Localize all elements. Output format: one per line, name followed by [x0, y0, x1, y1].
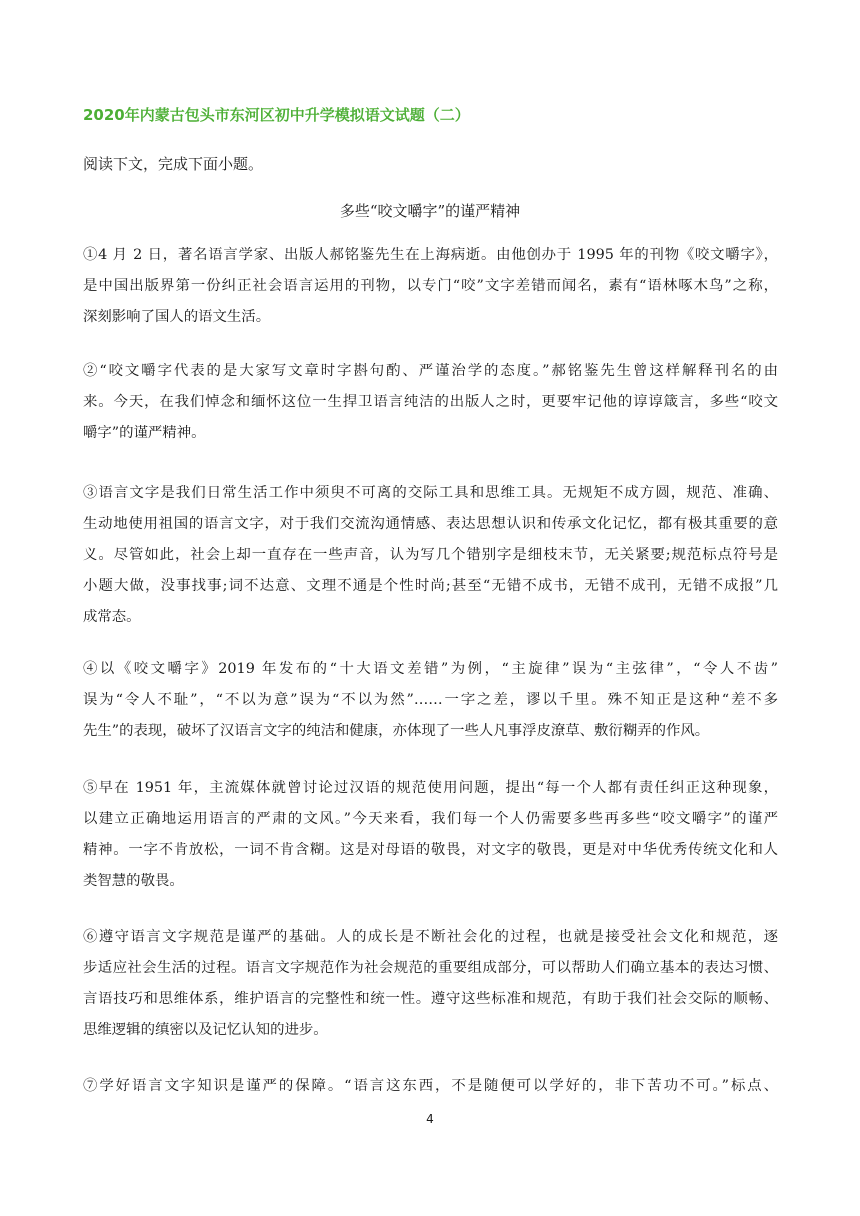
paragraph-line: 类智慧的敬畏。 [83, 873, 184, 889]
paragraph-3 [83, 478, 778, 633]
paragraph-line: ④以《咬文嚼字》2019 年发布的“十大语文差错”为例，“主旋律”误为“主弦律”，“令人不齿” [83, 661, 778, 677]
page-number: 4 [426, 1112, 434, 1126]
paragraph-line: 言语技巧和思维体系，维护语言的完整性和统一性。遵守这些标准和规范，有助于我们社会交际的顺畅、 [83, 991, 778, 1007]
paragraph-1 [83, 240, 778, 333]
paragraph-line: 思维逻辑的缜密以及记忆认知的进步。 [83, 1022, 328, 1038]
paragraph-line: 小题大做，没事找事;词不达意、文理不通是个性时尚;甚至“无错不成书，无错不成刊，无错不成报”几 [83, 578, 778, 594]
document-title: 2020年内蒙古包头市东河区初中升学模拟语文试题（二） [83, 106, 470, 124]
paragraph-line: ①4 月 2 日，著名语言学家、出版人郝铭鉴先生在上海病逝。由他创办于 1995 年的刊物《咬文嚼字》， [83, 247, 778, 263]
paragraph-line: ⑥遵守语言文字规范是谨严的基础。人的成长是不断社会化的过程，也就是接受社会文化和规范，逐 [83, 929, 778, 945]
paragraph-line: 义。尽管如此，社会上却一直存在一些声音，认为写几个错别字是细枝末节，无关紧要;规范标点符号是 [83, 547, 778, 563]
paragraph-line: 生动地使用祖国的语言文字，对于我们交流沟通情感、表达思想认识和传承文化记忆，都有极其重要的意 [83, 516, 778, 532]
paragraph-line: 成常态。 [83, 609, 141, 625]
paragraph-line: 精神。一字不肯放松，一词不肯含糊。这是对母语的敬畏，对文字的敬畏，更是对中华优秀传统文化和人 [83, 842, 778, 858]
paragraph-6 [83, 922, 778, 1046]
paragraph-line: 先生”的表现，破坏了汉语言文字的纯洁和健康，亦体现了一些人凡事浮皮潦草、敷衍糊弄的作风。 [83, 723, 710, 739]
paragraph-line: ③语言文字是我们日常生活工作中须臾不可离的交际工具和思维工具。无规矩不成方圆，规范、准确、 [83, 485, 778, 501]
paragraph-5 [83, 773, 778, 897]
paragraph-line: 是中国出版界第一份纠正社会语言运用的刊物，以专门“咬”文字差错而闻名，素有“语林啄木鸟”之称， [83, 278, 778, 294]
paragraph-line: 来。今天，在我们悼念和缅怀这位一生捍卫语言纯洁的出版人之时，更要牢记他的谆谆箴言，多些“咬文 [83, 394, 778, 410]
article-title: 多些“咬文嚼字”的谨严精神 [339, 202, 521, 220]
paragraph-7 [83, 1071, 778, 1102]
paragraph-line: ②“咬文嚼字代表的是大家写文章时字斟句酌、严谨治学的态度。”郝铭鉴先生曾这样解释刊名的由 [83, 363, 778, 379]
paragraph-2 [83, 356, 778, 449]
paragraph-line: 以建立正确地运用语言的严肃的文风。”今天来看，我们每一个人仍需要多些再多些“咬文嚼字”的谨严 [83, 811, 778, 827]
paragraph-line: ⑤早在 1951 年，主流媒体就曾讨论过汉语的规范使用问题，提出“每一个人都有责任纠正这种现象， [83, 780, 778, 796]
paragraph-line: 深刻影响了国人的语文生活。 [83, 309, 271, 325]
paragraph-line: 步适应社会生活的过程。语言文字规范作为社会规范的重要组成部分，可以帮助人们确立基本的表达习惯、 [83, 960, 778, 976]
paragraph-line: 误为“令人不耻”，“不以为意”误为“不以为然”……一字之差，谬以千里。殊不知正是这种“差不多 [83, 692, 778, 708]
paragraph-4 [83, 654, 778, 747]
paragraph-line: ⑦学好语言文字知识是谨严的保障。“语言这东西，不是随便可以学好的，非下苦功不可。”标点、 [83, 1078, 778, 1094]
paragraph-line: 嚼字”的谨严精神。 [83, 425, 206, 441]
reading-instruction: 阅读下文，完成下面小题。 [83, 155, 264, 173]
